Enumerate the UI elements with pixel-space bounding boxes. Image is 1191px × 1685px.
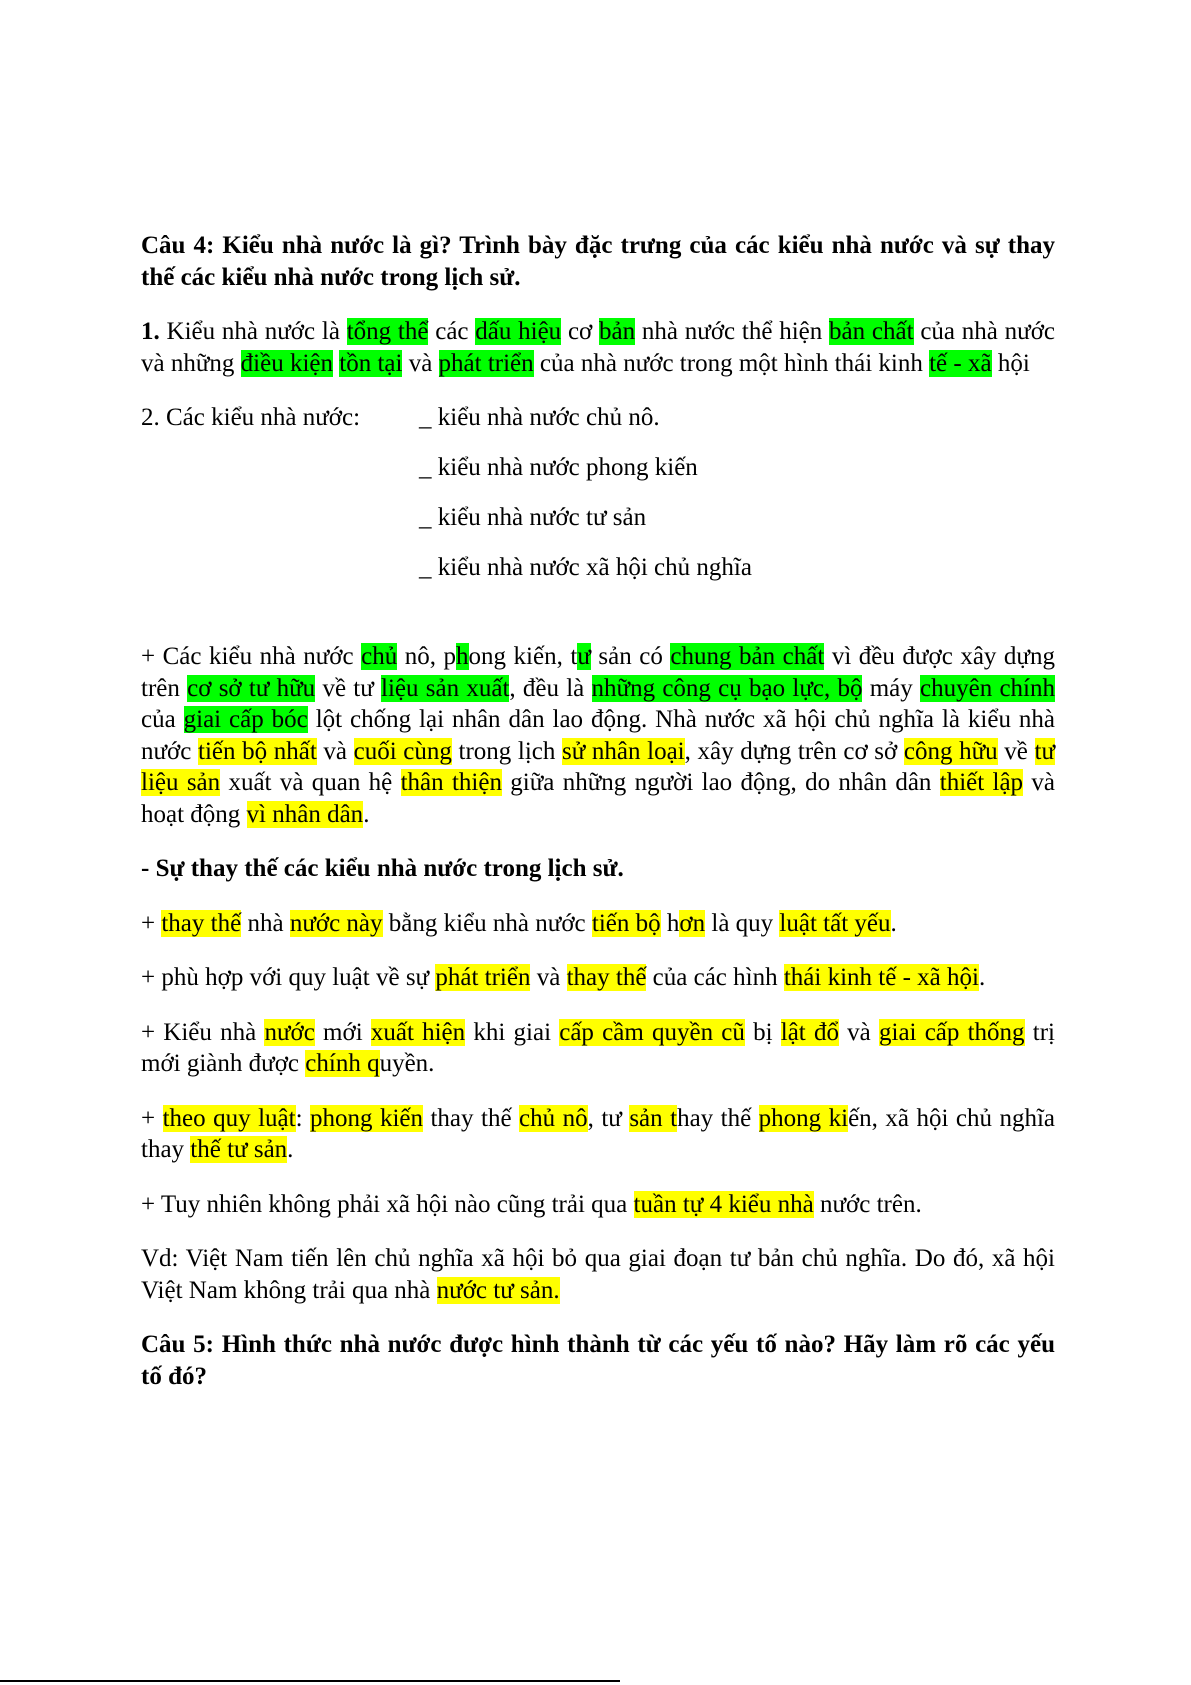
highlight-yellow: tuần tự 4 kiểu nhà bbox=[633, 1190, 814, 1218]
highlight-yellow: thân thiện bbox=[400, 769, 502, 796]
text-run: nhà bbox=[241, 909, 290, 937]
text-run: Kiểu nhà nước là bbox=[159, 318, 347, 345]
footer-divider bbox=[0, 1680, 620, 1682]
highlight-green: chuyên chính bbox=[920, 674, 1055, 702]
text-run: nước trên. bbox=[813, 1190, 922, 1218]
document-page bbox=[141, 230, 1055, 1415]
text-run: . bbox=[287, 1136, 294, 1163]
highlight-green: tế - xã bbox=[929, 349, 992, 377]
highlight-yellow: tiến bộ nhất bbox=[198, 737, 317, 765]
highlight-yellow: tư liệu sản bbox=[141, 737, 1056, 796]
text-run: xuất và quan hệ bbox=[220, 769, 401, 796]
highlight-yellow: tiến bộ bbox=[591, 909, 661, 937]
highlight-green: điều kiện bbox=[240, 349, 333, 377]
text-run: nhà nước thể hiện bbox=[635, 318, 830, 345]
text-run: Vd: Việt Nam tiến lên chủ nghĩa xã hội bỏ qua giai đoạn tư bản chủ nghĩa. Do đó, xã hội Việt Nam không trải qua nhà bbox=[141, 1245, 1055, 1304]
text-run: nô, p bbox=[397, 643, 457, 670]
highlight-yellow: theo quy luật bbox=[162, 1104, 296, 1132]
highlight-yellow: phong ki bbox=[758, 1104, 849, 1132]
text-run: trong lịch bbox=[451, 737, 563, 765]
text-run: của nhà nước và những bbox=[141, 318, 1056, 377]
text-run: máy bbox=[862, 674, 921, 702]
text-run: lột chống lại nhân dân lao động. Nhà nước xã hội chủ nghĩa là kiểu nhà nước bbox=[141, 706, 1055, 765]
text-run: + bbox=[141, 1104, 163, 1132]
state-types-label: 2. Các kiểu nhà nước: bbox=[141, 404, 361, 431]
highlight-yellow: thay thế bbox=[161, 909, 242, 937]
text-run: cơ bbox=[561, 318, 600, 345]
state-type-item: _ kiểu nhà nước chủ nô. bbox=[419, 404, 660, 431]
text-run: về tư bbox=[315, 674, 382, 702]
text-run: là quy bbox=[705, 909, 780, 937]
text-run: và bbox=[402, 349, 439, 377]
text-run: của nhà nước trong một hình thái kinh bbox=[533, 349, 930, 377]
replacement-point-2 bbox=[141, 962, 1055, 994]
text-run: và bbox=[316, 737, 354, 765]
example-paragraph bbox=[141, 1243, 1055, 1306]
highlight-green: cơ sở tư hữu bbox=[187, 674, 316, 702]
text-run: trị mới giành được bbox=[141, 1018, 1055, 1077]
text-run: + Các kiểu nhà nước bbox=[141, 643, 362, 670]
highlight-yellow: thái kinh tế - xã hội bbox=[783, 964, 979, 991]
highlight-green: những công cụ bạo lực, bộ bbox=[591, 674, 863, 702]
highlight-green: chung bản chất bbox=[670, 643, 825, 670]
highlight-yellow: xuất hiện bbox=[370, 1018, 466, 1046]
highlight-yellow: thay thế bbox=[566, 964, 647, 991]
highlight-yellow: chính q bbox=[305, 1050, 380, 1077]
highlight-yellow: thiết lập bbox=[939, 769, 1024, 796]
text-run: về bbox=[997, 737, 1035, 765]
state-type-item: _ kiểu nhà nước xã hội chủ nghĩa bbox=[419, 554, 752, 581]
highlight-green: tổng thể bbox=[346, 318, 429, 345]
text-run: hội bbox=[991, 349, 1030, 377]
text-run: , xây dựng trên cơ sở bbox=[684, 737, 904, 765]
highlight-green: h bbox=[456, 643, 469, 670]
text-run: ến, xã hội chủ nghĩa thay bbox=[141, 1104, 1055, 1163]
replacement-point-5 bbox=[141, 1189, 1055, 1221]
highlight-yellow: giai cấp thống bbox=[879, 1018, 1025, 1046]
text-run: và bbox=[530, 964, 567, 991]
text-run: các bbox=[428, 318, 476, 345]
item-number: 1. bbox=[141, 318, 160, 345]
text-run: hay thế bbox=[677, 1104, 759, 1132]
highlight-green: giai cấp bóc bbox=[183, 706, 308, 733]
definition-paragraph bbox=[141, 316, 1055, 379]
replacement-heading: - Sự thay thế các kiểu nhà nước trong lịch sử. bbox=[141, 855, 624, 882]
highlight-yellow: công hữu bbox=[903, 737, 998, 765]
highlight-yellow: phong kiến bbox=[309, 1104, 424, 1132]
highlight-green: dấu hiệu bbox=[475, 318, 562, 345]
highlight-yellow: nước này bbox=[289, 909, 383, 937]
text-run: và hoạt động bbox=[141, 769, 1055, 828]
highlight-green: bản bbox=[599, 318, 636, 345]
text-run: + Tuy nhiên không phải xã hội nào cũng trải qua bbox=[141, 1190, 634, 1218]
highlight-green: tồn tại bbox=[339, 349, 403, 377]
highlight-yellow: luật tất yếu bbox=[779, 909, 891, 937]
text-run: . bbox=[363, 800, 370, 828]
text-run: bị bbox=[744, 1018, 781, 1046]
text-run: , tư bbox=[587, 1104, 630, 1132]
text-run: thay thế bbox=[423, 1104, 520, 1132]
highlight-yellow: nước tư sản. bbox=[436, 1276, 560, 1304]
highlight-green: phát triển bbox=[438, 349, 534, 377]
text-run: + phù hợp với quy luật về sự bbox=[141, 964, 436, 991]
state-type-item: _ kiểu nhà nước phong kiến bbox=[419, 454, 698, 481]
text-run: khi giai bbox=[465, 1018, 560, 1046]
text-run: bằng kiểu nhà nước bbox=[382, 909, 592, 937]
common-nature-paragraph bbox=[141, 641, 1055, 830]
question-4-title: Câu 4: Kiểu nhà nước là gì? Trình bày đặc trưng của các kiểu nhà nước và sự thay thế các kiểu nhà nước trong lịch sử. bbox=[141, 232, 1055, 291]
replacement-point-4 bbox=[141, 1103, 1055, 1166]
highlight-yellow: nước bbox=[264, 1018, 315, 1046]
text-run: + Kiểu nhà bbox=[141, 1018, 265, 1046]
question-5-title: Câu 5: Hình thức nhà nước được hình thành từ các yếu tố nào? Hãy làm rõ các yếu tố đó? bbox=[141, 1331, 1055, 1390]
text-run: sản có bbox=[590, 643, 671, 670]
text-run: ong kiến, t bbox=[468, 643, 578, 670]
text-run: : bbox=[295, 1104, 310, 1132]
highlight-green: ư bbox=[577, 643, 591, 670]
highlight-green: liệu sản xuất bbox=[381, 674, 510, 702]
text-run: của bbox=[141, 706, 184, 733]
highlight-green: bản chất bbox=[829, 318, 914, 345]
state-type-item: _ kiểu nhà nước tư sản bbox=[419, 504, 647, 531]
text-run: , đều là bbox=[509, 674, 592, 702]
text-run: + bbox=[141, 909, 162, 937]
highlight-yellow: chủ nô bbox=[519, 1104, 588, 1132]
text-run: và bbox=[838, 1018, 879, 1046]
highlight-yellow: vì nhân dân bbox=[246, 800, 364, 828]
highlight-yellow: phát triển bbox=[435, 964, 531, 991]
state-types-list bbox=[141, 402, 1055, 618]
highlight-green: chủ bbox=[361, 643, 398, 670]
text-run: uyền. bbox=[379, 1050, 435, 1077]
highlight-yellow: cấp cầm quyền cũ bbox=[559, 1018, 745, 1046]
text-run: giữa những người lao động, do nhân dân bbox=[501, 769, 940, 796]
text-run: của các hình bbox=[646, 964, 784, 991]
highlight-yellow: ơn bbox=[679, 909, 706, 937]
highlight-yellow: lật đổ bbox=[780, 1018, 839, 1046]
highlight-yellow: thế tư sản bbox=[190, 1136, 288, 1163]
highlight-yellow: cuối cùng bbox=[353, 737, 452, 765]
text-run: . bbox=[978, 964, 986, 991]
text-run: . bbox=[890, 909, 897, 937]
replacement-point-1 bbox=[141, 908, 1055, 940]
highlight-yellow: sử nhân loại bbox=[562, 737, 685, 765]
text-run: h bbox=[660, 909, 680, 937]
replacement-point-3 bbox=[141, 1017, 1055, 1080]
highlight-yellow: sản t bbox=[629, 1104, 678, 1132]
text-run: mới bbox=[314, 1018, 371, 1046]
text-run: vì đều được xây dựng trên bbox=[141, 643, 1055, 702]
